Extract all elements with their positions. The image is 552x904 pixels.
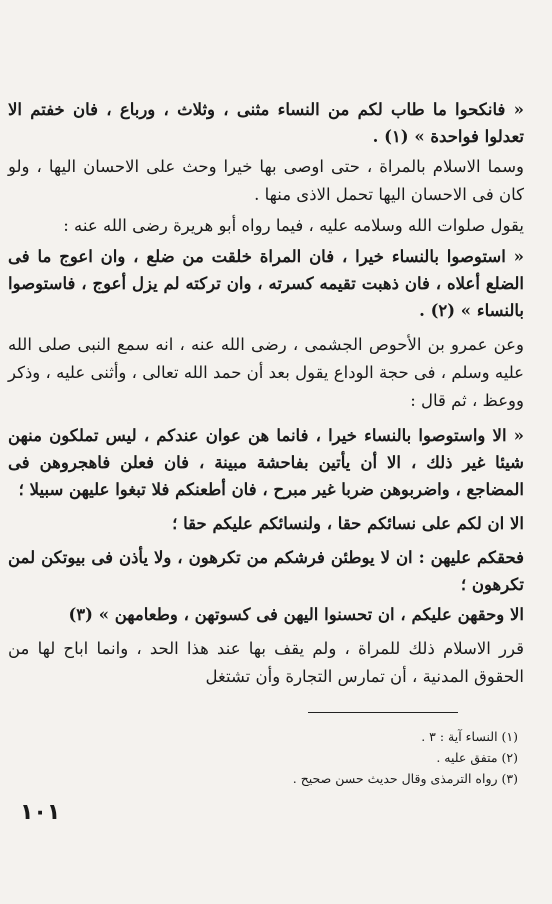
hadith-quote: « استوصوا بالنساء خيرا ، فان المراة خلقت من ضلع ، وان اعوج ما فى الضلع أعلاه ، فان ذهبت تقيمه كسرته ، وان تركته لم يزل أعوج ، فاستوصوا بالنساء » (٢) .	[8, 247, 524, 320]
footnote: (٣) رواه الترمذى وقال حديث حسن صحيح .	[292, 771, 518, 786]
paragraph: يقول صلوات الله وسلامه عليه ، فيما رواه أبو هريرة رضى الله عنه :	[63, 216, 524, 235]
paragraph: قرر الاسلام ذلك للمراة ، ولم يقف بها عند هذا الحد ، وانما اباح لها من الحقوق المدنية ، أن تمارس التجارة وأن تشتغل	[8, 639, 524, 686]
page-number: ١٠١	[20, 800, 61, 825]
hadith-quote: فحقكم عليهن : ان لا يوطئن فرشكم من تكرهون ، ولا يأذن فى بيوتكن لمن تكرهون ؛	[8, 548, 524, 594]
paragraph: وسما الاسلام بالمراة ، حتى اوصى بها خيرا وحث على الاحسان اليها ، ولو كان فى الاحسان اليها تحمل الاذى منها .	[8, 157, 524, 204]
paragraph: وعن عمرو بن الأحوص الجشمى ، رضى الله عنه ، انه سمع النبى صلى الله عليه وسلم ، فى حجة الوداع يقول بعد أن حمد الله تعالى ، وأثنى عليه ، وذكر ووعظ ، ثم قال :	[8, 335, 524, 410]
hadith-quote: الا وحقهن عليكم ، ان تحسنوا اليهن فى كسوتهن ، وطعامهن » (٣)	[68, 605, 524, 624]
footnote: (١) النساء آية : ٣ .	[421, 729, 518, 744]
footnote-divider	[308, 712, 458, 713]
hadith-quote: الا ان لكم على نسائكم حقا ، ولنسائكم عليكم حقا ؛	[172, 514, 524, 533]
footnotes	[120, 726, 518, 789]
footnote: (٢) متفق عليه .	[436, 750, 518, 765]
quran-quote: « فانكحوا ما طاب لكم من النساء مثنى ، وثلاث ، ورباع ، فان خفتم الا تعدلوا فواحدة » (١) .	[8, 100, 524, 146]
main-text	[8, 96, 524, 691]
hadith-quote: « الا واستوصوا بالنساء خيرا ، فانما هن عوان عندكم ، ليس تملكون منهن شيئا غير ذلك ، الا أن يأتين بفاحشة مبينة ، فان فعلن فاهجروهن فى المضاجع ، واضربوهن ضربا غير مبرح ، فان أطعنكم فلا تبغوا عليهن سبيلا ؛	[8, 426, 524, 499]
